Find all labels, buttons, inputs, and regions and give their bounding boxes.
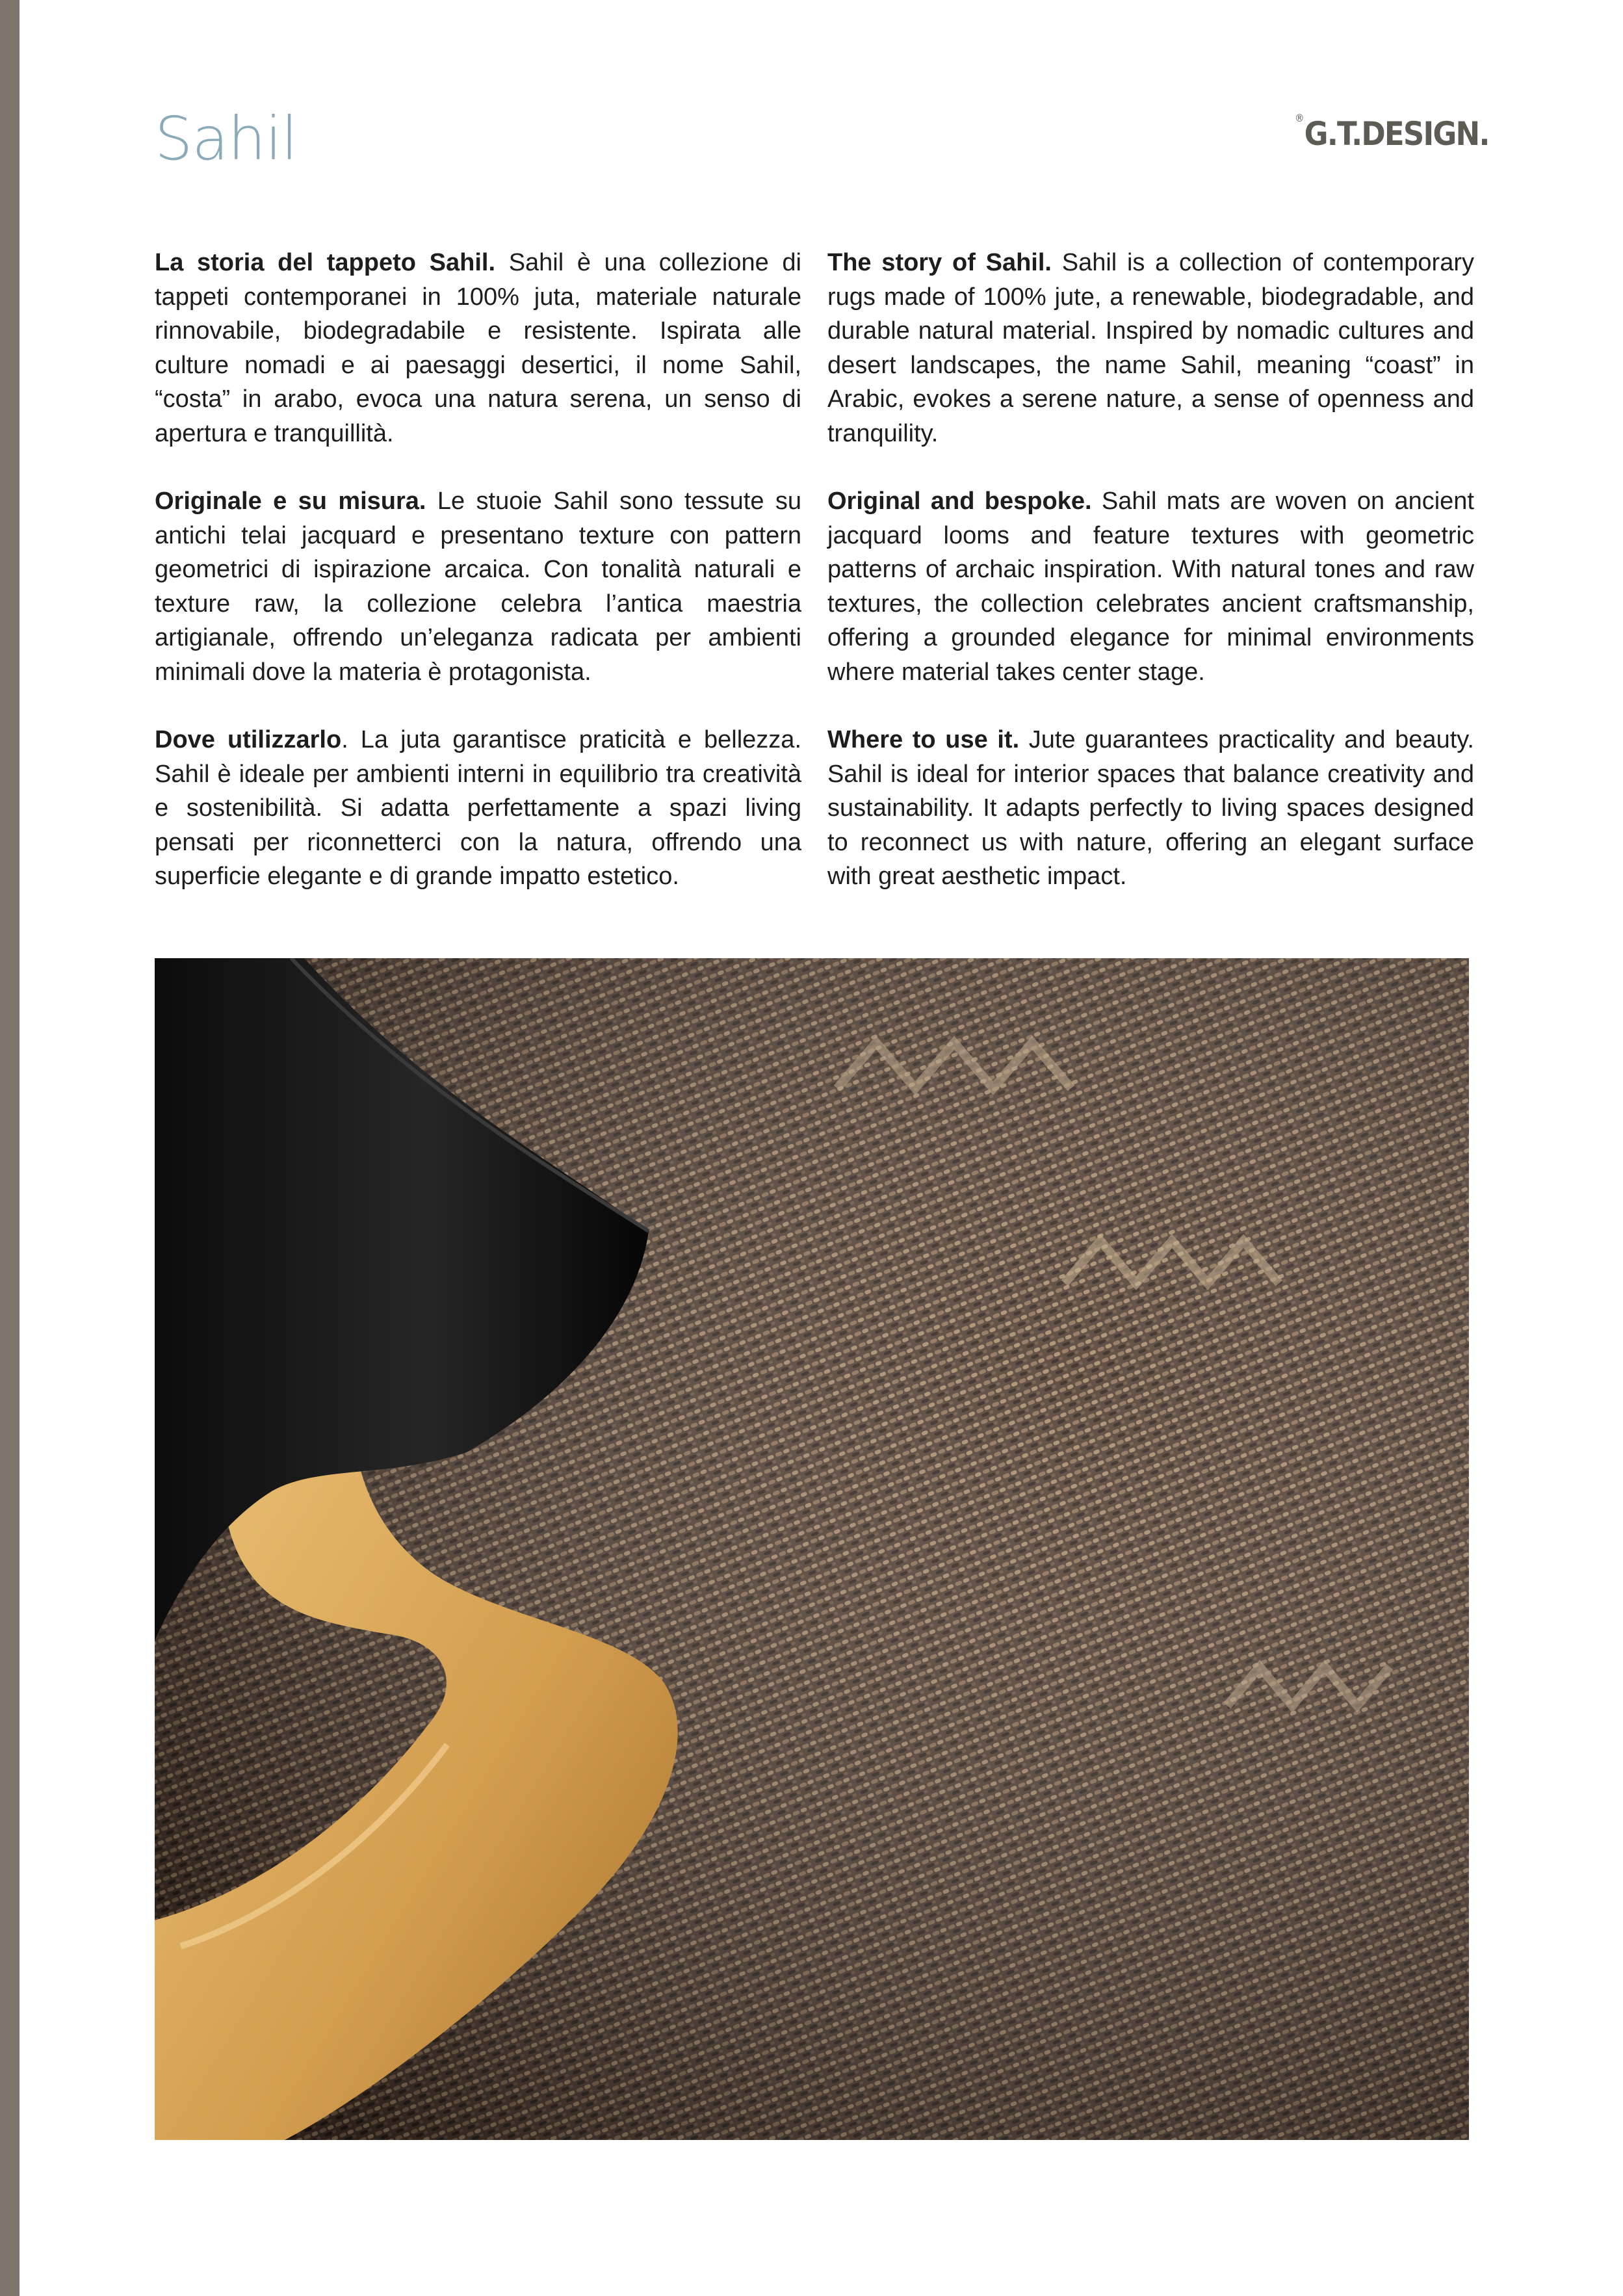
rug-photo xyxy=(155,958,1469,2140)
italian-column xyxy=(155,246,801,928)
italian-paragraph xyxy=(155,246,801,450)
english-paragraph xyxy=(827,246,1474,450)
italian-paragraph xyxy=(155,723,801,894)
paragraph-heading: Original and bespoke. xyxy=(827,488,1092,515)
english-column xyxy=(827,246,1474,928)
paragraph-text: Sahil è una collezione di tappeti contemporanei in 100% juta, materiale naturale rinnovabile, biodegradabile e resistente. Ispirata alle culture nomadi e ai paesaggi desertici, il nome Sahil, “costa” in arabo, evoca una natura serena, un senso di apertura e tranquillità. xyxy=(155,249,801,447)
paragraph-heading: The story of Sahil. xyxy=(827,249,1052,276)
paragraph-text: . La juta garantisce praticità e bellezza. Sahil è ideale per ambienti interni in equilibrio tra creatività e sostenibilità. Si adatta perfettamente a spazi living pensati per riconnetterci con la natura, offrendo una superficie elegante e di grande impatto estetico. xyxy=(155,726,801,890)
paragraph-heading: Originale e su misura. xyxy=(155,488,426,515)
page-title: Sahil xyxy=(155,104,298,174)
paragraph-heading: Dove utilizzarlo xyxy=(155,726,342,753)
registered-mark: ® xyxy=(1295,112,1304,124)
paragraph-heading: La storia del tappeto Sahil. xyxy=(155,249,496,276)
paragraph-heading: Where to use it. xyxy=(827,726,1020,753)
italian-paragraph xyxy=(155,484,801,689)
english-paragraph xyxy=(827,723,1474,894)
side-accent-bar xyxy=(0,0,19,2296)
paragraph-text: Sahil mats are woven on ancient jacquard looms and feature textures with geometric patterns of archaic inspiration. With natural tones and raw textures, the collection celebrates ancient craftsmanship, offering a grounded elegance for minimal environments where material takes center stage. xyxy=(827,488,1474,686)
english-paragraph xyxy=(827,484,1474,689)
paragraph-text: Sahil is a collection of contemporary rugs made of 100% jute, a renewable, biodegradable, and durable natural material. Inspired by nomadic cultures and desert landscapes, the name Sahil, meaning “coast” in Arabic, evokes a serene nature, a sense of openness and tranquility. xyxy=(827,249,1474,447)
paragraph-text: Le stuoie Sahil sono tessute su antichi telai jacquard e presentano texture con pattern geometrici di ispirazione arcaica. Con tonalità naturali e texture raw, la collezione celebra l’antica maestria artigianale, offrendo un’eleganza radicata per ambienti minimali dove la materia è protagonista. xyxy=(155,488,801,686)
paragraph-text: Jute guarantees practicality and beauty. Sahil is ideal for interior spaces that balance creativity and sustainability. It adapts perfectly to living spaces designed to reconnect us with nature, offering an elegant surface with great aesthetic impact. xyxy=(827,726,1474,890)
brand-logo xyxy=(1295,112,1489,153)
brand-name: G.T.DESIGN. xyxy=(1304,115,1489,153)
